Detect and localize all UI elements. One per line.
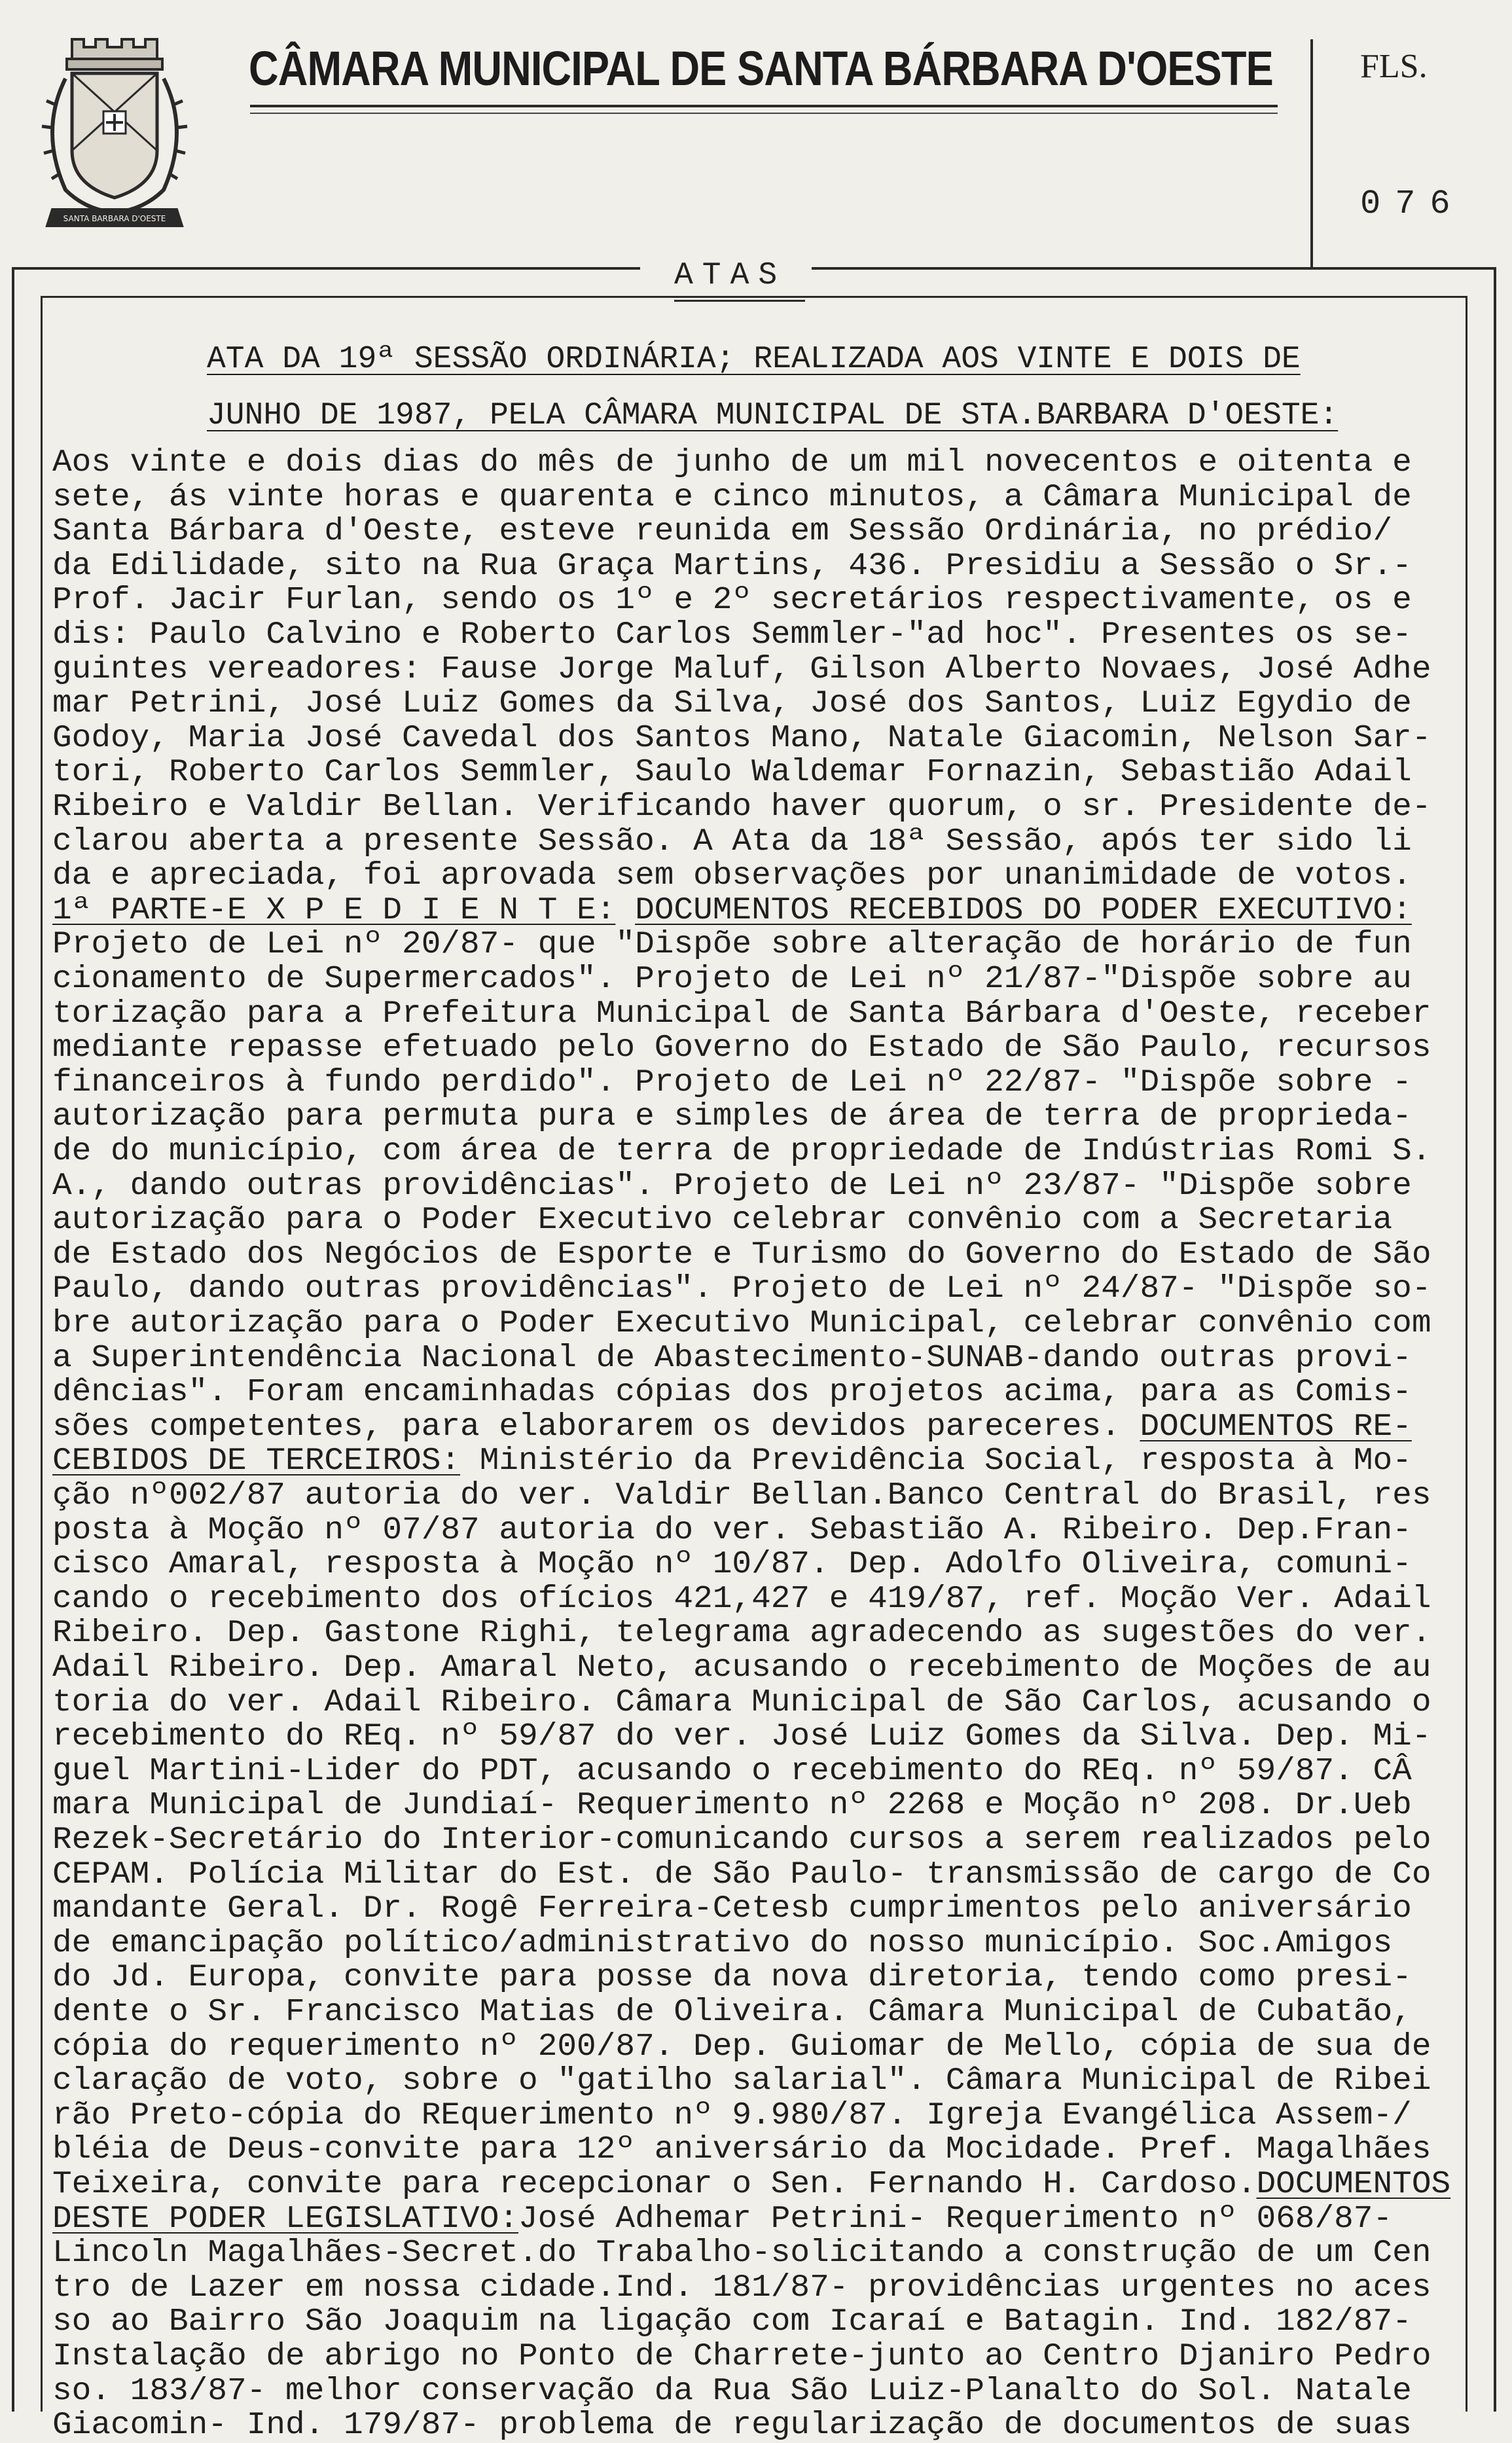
frame-top-right — [812, 267, 1496, 270]
line-text: recebimento do REq. nº 59/87 do ver. José Luiz Gomes da Silva. Dep. Mi- — [52, 1719, 1431, 1755]
minute-line — [52, 2063, 1431, 2099]
line-text: tro de Lazer em nossa cidade.Ind. 181/87- providências urgentes no aces — [52, 2270, 1431, 2306]
line-text: mediante repasse efetuado pelo Governo do Estado de São Paulo, recursos — [52, 1030, 1431, 1066]
line-text: CEPAM. Polícia Militar do Est. de São Paulo- transmissão de cargo de Co — [52, 1856, 1431, 1892]
underlined-heading: CEBIDOS DE TERCEIROS: — [52, 1443, 461, 1479]
line-text: dências". Foram encaminhadas cópias dos projetos acima, para as Comis- — [52, 1375, 1412, 1411]
minute-line — [52, 1685, 1431, 1720]
line-text: dente o Sr. Francisco Matias de Oliveira. Câmara Municipal de Cubatão, — [52, 1995, 1412, 2030]
underlined-heading: 1ª PARTE-E X P E D I E N T E: — [52, 892, 616, 928]
line-text: guel Martini-Lider do PDT, acusando o recebimento do REq. nº 59/87. CÂ — [52, 1753, 1412, 1789]
minute-line — [52, 1065, 1412, 1100]
line-text: so. 183/87- melhor conservação da Rua São Luiz-Planalto do Sol. Natale — [52, 2373, 1412, 2409]
minute-line — [52, 789, 1431, 825]
minute-line — [52, 1409, 1412, 1445]
minute-line — [52, 2167, 1450, 2202]
minute-line — [52, 2235, 1431, 2271]
line-text: torização para a Prefeitura Municipal de Santa Bárbara d'Oeste, receber — [52, 996, 1431, 1032]
minute-heading — [207, 331, 1385, 444]
line-text: mandante Geral. Dr. Rogê Ferreira-Cetesb cumprimentos pelo aniversário — [52, 1891, 1412, 1927]
minute-line — [52, 445, 1412, 480]
line-text: financeiros à fundo perdido". Projeto de Lei nº 22/87- "Dispõe sobre - — [52, 1064, 1412, 1100]
minute-line — [52, 1822, 1431, 1858]
frame-top-left — [12, 267, 640, 270]
header-divider — [1310, 39, 1313, 268]
minute-line — [52, 686, 1412, 721]
minute-line — [52, 1341, 1412, 1376]
frame-left — [12, 267, 14, 2412]
minute-line — [52, 1099, 1412, 1134]
line-text: bre autorização para o Poder Executivo Municipal, celebrar convênio com — [52, 1306, 1431, 1341]
minute-line — [52, 1616, 1431, 1651]
minute-line — [52, 2098, 1412, 2133]
line-text: dis: Paulo Calvino e Roberto Carlos Semmler-"ad hoc". Presentes os se- — [52, 617, 1412, 653]
line-text: autorização para o Poder Executivo celebrar convênio com a Secretaria — [52, 1203, 1393, 1239]
minute-line — [52, 1719, 1431, 1754]
line-text: mar Petrini, José Luiz Gomes da Silva, José dos Santos, Luiz Egydio de — [52, 686, 1412, 722]
line-text: tori, Roberto Carlos Semmler, Saulo Waldemar Fornazin, Sebastião Adail — [52, 755, 1412, 791]
line-text: cópia do requerimento nº 200/87. Dep. Guiomar de Mello, cópia de sua de — [52, 2029, 1431, 2065]
line-text: cando o recebimento dos ofícios 421,427 e 419/87, ref. Moção Ver. Adail — [52, 1581, 1431, 1617]
minute-line — [52, 480, 1412, 515]
minute-line — [52, 514, 1392, 549]
line-text: rão Preto-cópia do REquerimento nº 9.980/87. Igreja Evangélica Assem-/ — [52, 2097, 1412, 2133]
minute-line — [52, 652, 1431, 687]
line-text: de do município, com área de terra de propriedade de Indústrias Romi S. — [52, 1134, 1431, 1169]
minute-line — [52, 2374, 1412, 2409]
minute-line — [52, 927, 1412, 962]
minute-line — [52, 583, 1412, 618]
minute-line — [52, 962, 1412, 997]
line-text: Rezek-Secretário do Interior-comunicando cursos a serem realizados pelo — [52, 1822, 1431, 1858]
minute-line — [52, 1891, 1412, 1927]
folio-number: 076 — [1360, 185, 1465, 223]
title-underline-secondary — [250, 113, 1278, 114]
line-text: mara Municipal de Jundiaí- Requerimento nº 2268 e Moção nº 208. Dr.Ueb — [52, 1788, 1412, 1824]
minute-line — [52, 2408, 1412, 2443]
line-text: claração de voto, sobre o "gatilho salarial". Câmara Municipal de Ribei — [52, 2063, 1431, 2099]
line-text: Teixeira, convite para recepcionar o Sen. Fernando H. Cardoso. — [52, 2167, 1257, 2202]
minute-heading-line: JUNHO DE 1987, PELA CÂMARA MUNICIPAL DE STA.BARBARA D'OESTE: — [207, 398, 1339, 433]
svg-text:SANTA BARBARA D'OESTE: SANTA BARBARA D'OESTE — [63, 214, 166, 223]
minute-line — [52, 2304, 1412, 2340]
minute-line — [52, 1030, 1431, 1066]
minute-line — [52, 1995, 1412, 2030]
line-text: ção nº002/87 autoria do ver. Valdir Bellan.Banco Central do Brasil, res — [52, 1478, 1431, 1513]
line-text: Lincoln Magalhães-Secret.do Trabalho-solicitando a construção de um Cen — [52, 2235, 1431, 2271]
line-text: Prof. Jacir Furlan, sendo os 1º e 2º secretários respectivamente, os e — [52, 583, 1412, 619]
line-text — [615, 893, 635, 928]
minute-line — [52, 755, 1412, 790]
line-text: guintes vereadores: Fause Jorge Maluf, Gilson Alberto Novaes, José Adhe — [52, 651, 1431, 687]
line-text: Aos vinte e dois dias do mês de junho de um mil novecentos e oitenta e — [52, 445, 1412, 480]
line-text: Paulo, dando outras providências". Projeto de Lei nº 24/87- "Dispõe so- — [52, 1271, 1431, 1307]
minute-line — [52, 1271, 1431, 1307]
minute-line — [52, 2270, 1431, 2306]
line-text: da e apreciada, foi aprovada sem observações por unanimidade de votos. — [52, 858, 1412, 894]
minute-line — [52, 1203, 1392, 1238]
minute-line — [52, 2201, 1392, 2237]
line-text: cionamento de Supermercados". Projeto de Lei nº 21/87-"Dispõe sobre au — [52, 962, 1412, 997]
line-text: de emancipação político/administrativo do nosso município. Soc.Amigos — [52, 1925, 1393, 1961]
minute-line — [52, 1134, 1431, 1169]
line-text: clarou aberta a presente Sessão. A Ata da 18ª Sessão, após ter sido li — [52, 823, 1412, 860]
line-text: autorização para permuta pura e simples de área de terra de proprieda- — [52, 1099, 1412, 1135]
minute-line — [52, 721, 1431, 756]
line-text: Instalação de abrigo no Ponto de Charrete-junto ao Centro Djaniro Pedro — [52, 2339, 1431, 2374]
line-text: cisco Amaral, resposta à Moção nº 10/87. Dep. Adolfo Oliveira, comuni- — [52, 1547, 1412, 1583]
line-text: a Superintendência Nacional de Abastecimento-SUNAB-dando outras provi- — [52, 1340, 1412, 1376]
line-text: Adail Ribeiro. Dep. Amaral Neto, acusando o recebimento de Moções de au — [52, 1650, 1431, 1686]
line-text: sete, ás vinte horas e quarenta e cinco minutos, a Câmara Municipal de — [52, 479, 1412, 515]
line-text: de Estado dos Negócios de Esporte e Turismo do Governo do Estado de São — [52, 1237, 1431, 1273]
underlined-heading: DOCUMENTOS — [1256, 2167, 1451, 2202]
line-text: Ministério da Previdência Social, resposta à Mo- — [460, 1443, 1412, 1479]
minute-line — [52, 1960, 1412, 1995]
line-text: sões competentes, para elaborarem os devidos pareceres. — [52, 1409, 1140, 1445]
minute-line — [52, 1788, 1412, 1823]
line-text: Santa Bárbara d'Oeste, esteve reunida em Sessão Ordinária, no prédio/ — [52, 514, 1393, 550]
line-text: toria do ver. Adail Ribeiro. Câmara Municipal de São Carlos, acusando o — [52, 1684, 1431, 1720]
underlined-heading: DOCUMENTOS RE- — [1140, 1409, 1412, 1445]
minute-line — [52, 893, 1412, 928]
minute-heading-line: ATA DA 19ª SESSÃO ORDINÁRIA; REALIZADA AOS VINTE E DOIS DE — [207, 342, 1301, 377]
minute-line — [52, 858, 1412, 894]
minute-line — [52, 1926, 1392, 1961]
line-text: Ribeiro. Dep. Gastone Righi, telegrama agradecendo as sugestões do ver. — [52, 1616, 1431, 1652]
minute-line — [52, 1513, 1412, 1548]
minute-line — [52, 2029, 1431, 2065]
minute-line — [52, 549, 1412, 584]
section-label-underline — [674, 300, 805, 302]
municipal-coat-of-arms-icon — [26, 13, 203, 249]
line-text: posta à Moção nº 07/87 autoria do ver. Sebastião A. Ribeiro. Dep.Fran- — [52, 1512, 1412, 1548]
line-text: do Jd. Europa, convite para posse da nova diretoria, tendo como presi- — [52, 1960, 1412, 1996]
minute-line — [52, 996, 1431, 1032]
minute-line — [52, 1443, 1412, 1479]
minute-line — [52, 2339, 1431, 2374]
minute-line — [52, 617, 1412, 653]
minute-line — [52, 1375, 1412, 1410]
minute-line — [52, 1168, 1412, 1204]
minute-line — [52, 2132, 1431, 2167]
line-text: Ribeiro e Valdir Bellan. Verificando haver quorum, o sr. Presidente de- — [52, 789, 1431, 825]
minute-line — [52, 1478, 1431, 1513]
chamber-title: CÂMARA MUNICIPAL DE SANTA BÁRBARA D'OESTE — [249, 41, 1273, 96]
minute-line — [52, 1650, 1431, 1686]
minute-line — [52, 1306, 1431, 1341]
frame-right — [1494, 267, 1496, 2412]
title-underline — [250, 105, 1278, 107]
line-text: A., dando outras providências". Projeto de Lei nº 23/87- "Dispõe sobre — [52, 1168, 1412, 1204]
line-text: Godoy, Maria José Cavedal dos Santos Mano, Natale Giacomin, Nelson Sar- — [52, 720, 1431, 756]
fls-label: FLS. — [1360, 48, 1428, 85]
line-text: Giacomin- Ind. 179/87- problema de regularização de documentos de suas — [52, 2408, 1412, 2443]
line-text: Projeto de Lei nº 20/87- que "Dispõe sobre alteração de horário de fun — [52, 927, 1412, 963]
minute-line — [52, 1582, 1431, 1617]
underlined-heading: DOCUMENTOS RECEBIDOS DO PODER EXECUTIVO: — [635, 892, 1412, 928]
minute-line — [52, 1237, 1431, 1273]
minute-line — [52, 824, 1412, 860]
line-text: so ao Bairro São Joaquim na ligação com Icaraí e Batagin. Ind. 182/87- — [52, 2304, 1412, 2340]
line-text: da Edilidade, sito na Rua Graça Martins, 436. Presidiu a Sessão o Sr.- — [52, 548, 1412, 584]
line-text: bléia de Deus-convite para 12º aniversário da Mocidade. Pref. Magalhães — [52, 2132, 1431, 2168]
underlined-heading: DESTE PODER LEGISLATIVO: — [52, 2201, 519, 2237]
minute-line — [52, 1754, 1412, 1789]
section-label: ATAS — [668, 258, 793, 293]
minute-line — [52, 1547, 1412, 1582]
minute-line — [52, 1857, 1431, 1892]
line-text: José Adhemar Petrini- Requerimento nº 068/87- — [518, 2201, 1393, 2237]
